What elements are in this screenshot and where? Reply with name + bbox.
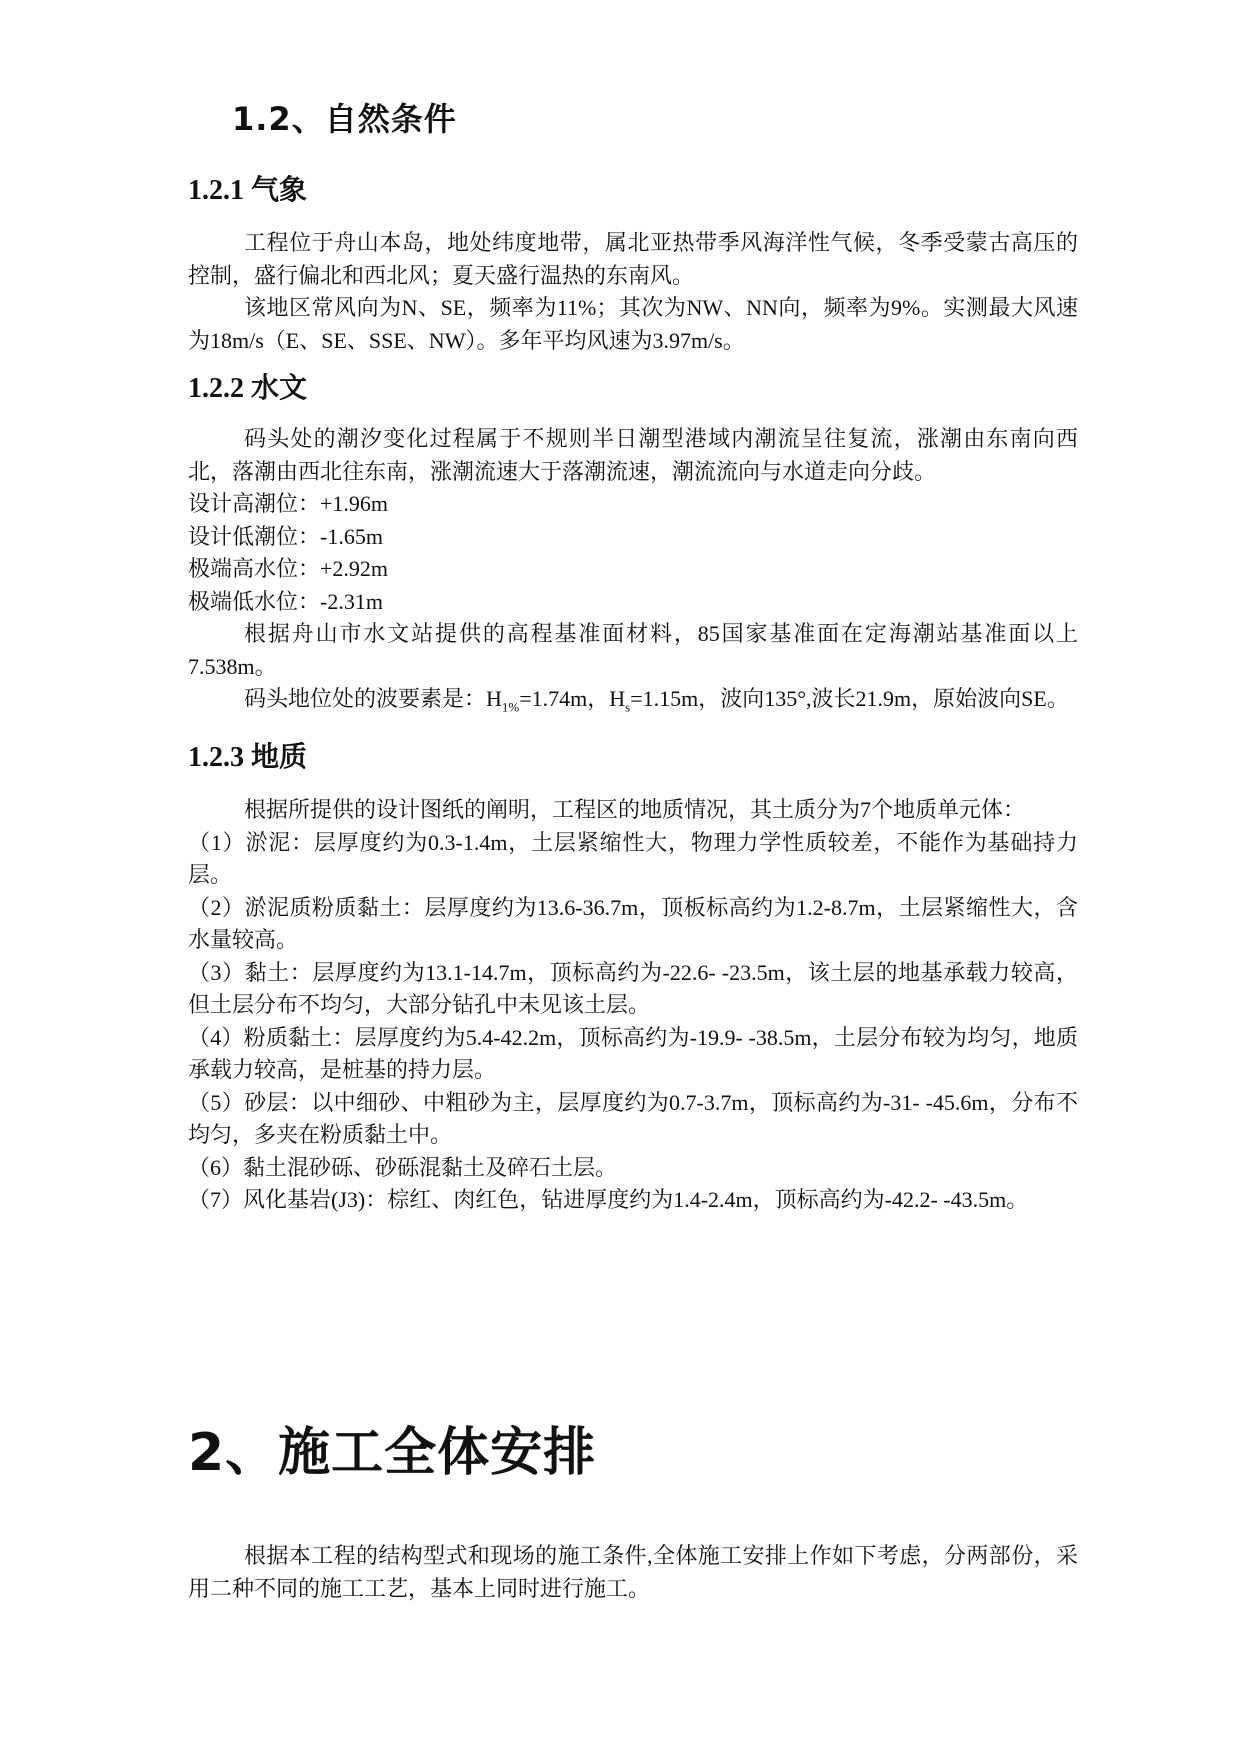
geology-item-6: （6）黏土混砂砾、砂砾混黏土及碎石土层。: [188, 1154, 618, 1180]
geology-item-1: （1）淤泥：层厚度约为0.3-1.4m，土层紧缩性大，物理力学性质较差，不能作为基础持力层。: [188, 829, 1078, 887]
geology-item-5: （5）砂层：以中细砂、中粗砂为主，层厚度约为0.7-3.7m，顶标高约为-31- -45.6m，分布不均匀，多夹在粉质黏土中。: [188, 1089, 1078, 1147]
geology-heading: 1.2.3 地质: [188, 742, 308, 773]
geology-item-4: （4）粉质黏土：层厚度约为5.4-42.2m，顶标高约为-19.9- -38.5m，土层分布较为均匀，地质承载力较高，是桩基的持力层。: [188, 1024, 1078, 1082]
geology-intro: 根据所提供的设计图纸的阐明，工程区的地质情况，其土质分为7个地质单元体：: [244, 797, 1026, 822]
tide-level-2: 设计低潮位：-1.65m: [188, 523, 383, 549]
section-title: 1.2、自然条件: [232, 100, 457, 138]
hydrology-heading: 1.2.2 水文: [188, 373, 308, 404]
wave-subscript-2: s: [625, 699, 631, 715]
tide-level-1: 设计高潮位：+1.96m: [188, 491, 389, 516]
tide-level-3: 极端高水位：+2.92m: [188, 556, 389, 581]
hydrology-paragraph-1: 码头处的潮汐变化过程属于不规则半日潮型港域内潮流呈往复流，涨潮由东南向西北，落潮由西北往东南，涨潮流速大于落潮流速，潮流流向与水道走向分歧。: [188, 426, 1078, 484]
weather-paragraph-1: 工程位于舟山本岛，地处纬度地带，属北亚热带季风海洋性气候，冬季受蒙古高压的控制，盛行偏北和西北风；夏天盛行温热的东南风。: [188, 230, 1078, 288]
hydrology-section: [188, 423, 1078, 724]
chapter-title: 2、施工全体安排: [188, 1423, 597, 1483]
hydrology-paragraph-2: 根据舟山市水文站提供的高程基准面材料，85国家基准面在定海潮站基准面以上7.538m。: [188, 621, 1078, 679]
geology-item-3: （3）黏土：层厚度约为13.1-14.7m，顶标高约为-22.6- -23.5m，该土层的地基承载力较高，但土层分布不均匀，大部分钻孔中未见该土层。: [188, 959, 1078, 1017]
tide-level-4: 极端低水位：-2.31m: [188, 588, 383, 614]
wave-text-mid: =1.74m，H: [519, 686, 626, 711]
wave-elements-paragraph: [188, 683, 1078, 724]
wave-text-prefix: 码头地位处的波要素是：H: [244, 686, 502, 711]
weather-section: [188, 227, 1078, 357]
weather-heading: 1.2.1 气象: [188, 175, 308, 206]
geology-item-7: （7）风化基岩(J3)：棕红、肉红色，钻进厚度约为1.4-2.4m，顶标高约为-42.2- -43.5m。: [188, 1187, 1029, 1212]
geology-section: [188, 794, 1078, 1217]
wave-subscript-1: 1%: [501, 699, 520, 715]
chapter-paragraph: 根据本工程的结构型式和现场的施工条件,全体施工安排上作如下考虑，分两部份，采用二种不同的施工工艺，基本上同时进行施工。: [188, 1543, 1078, 1601]
geology-item-2: （2）淤泥质粉质黏土：层厚度约为13.6-36.7m，顶板标高约为1.2-8.7m，土层紧缩性大，含水量较高。: [188, 894, 1078, 952]
chapter-section: [188, 1540, 1078, 1605]
weather-paragraph-2: 该地区常风向为N、SE，频率为11%；其次为NW、NN向，频率为9%。实测最大风速为18m/s（E、SE、SSE、NW）。多年平均风速为3.97m/s。: [188, 295, 1078, 353]
wave-text-suffix: =1.15m，波向135°,波长21.9m，原始波向SE。: [630, 686, 1069, 711]
